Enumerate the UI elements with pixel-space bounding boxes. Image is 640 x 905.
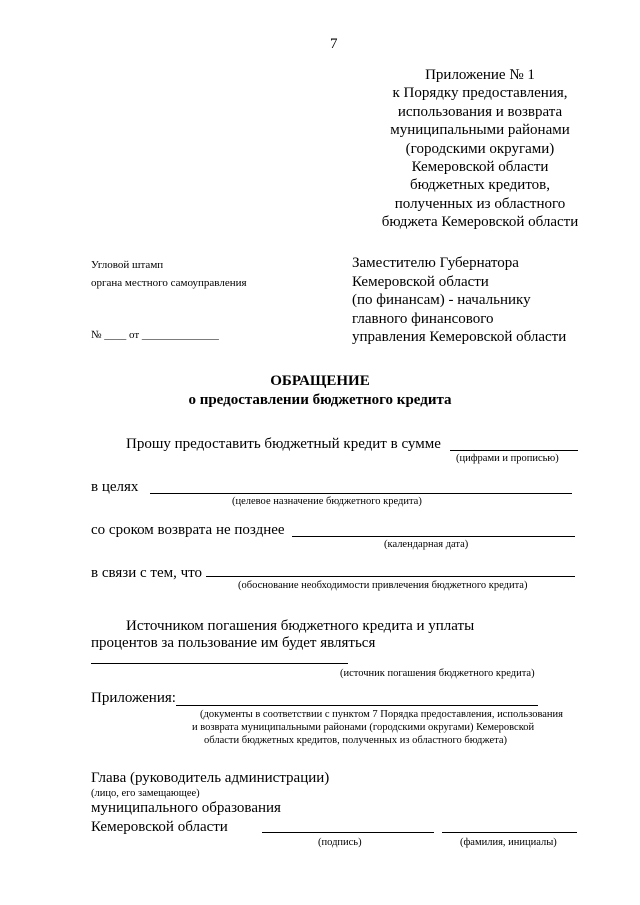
appendix-block [360, 66, 600, 232]
amount-field[interactable] [450, 450, 578, 451]
addressee-line: (по финансам) - начальнику [352, 292, 531, 309]
addressee-line: главного финансового [352, 310, 494, 327]
appendix-line: бюджета Кемеровской области [381, 214, 579, 231]
stamp-label: Угловой штамп [91, 259, 164, 271]
attachments-hint-line3: области бюджетных кредитов, полученных из областного бюджета) [204, 735, 508, 746]
signature-hint: (подпись) [318, 837, 362, 848]
addressee-block [352, 254, 566, 347]
appendix-line: Кемеровской области [411, 159, 549, 176]
head-label: Глава (руководитель администрации) [91, 770, 330, 786]
appendix-line: (городскими округами) [405, 140, 555, 157]
addressee-line: управления Кемеровской области [352, 329, 567, 346]
appendix-line: муниципальными районами [390, 122, 570, 139]
region-label: Кемеровской области [91, 819, 228, 835]
addressee-line: Заместителю Губернатора [352, 255, 519, 271]
document-number-field: № ____ от ______________ [91, 329, 219, 341]
name-hint: (фамилия, инициалы) [460, 837, 557, 848]
amount-hint: (цифрами и прописью) [456, 453, 559, 464]
addressee-line: Кемеровской области [352, 273, 489, 290]
stamp-org-label: органа местного самоуправления [91, 277, 247, 289]
term-field[interactable] [292, 536, 575, 537]
appendix-line: Приложение № 1 [425, 67, 535, 83]
deputy-label: (лицо, его замещающее) [91, 788, 200, 799]
name-field[interactable] [442, 832, 577, 833]
appendix-line: полученных из областного [394, 195, 566, 212]
attachments-hint-line2: и возврата муниципальными районами (городскими округами) Кемеровской [192, 722, 535, 733]
term-label: со сроком возврата не позднее [91, 522, 285, 538]
document-subtitle: о предоставлении бюджетного кредита [188, 392, 452, 408]
reason-hint: (обоснование необходимости привлечения бюджетного кредита) [238, 580, 528, 591]
source-hint: (источник погашения бюджетного кредита) [340, 668, 535, 679]
reason-field[interactable] [206, 576, 575, 577]
appendix-line: бюджетных кредитов, [409, 177, 551, 194]
purpose-label: в целях [91, 479, 139, 495]
page-number: 7 [330, 36, 338, 52]
attachments-field[interactable] [176, 705, 538, 706]
amount-label: Прошу предоставить бюджетный кредит в сумме [126, 436, 441, 452]
source-text-line1: Источником погашения бюджетного кредита и уплаты [126, 618, 475, 634]
reason-label: в связи с тем, что [91, 565, 202, 581]
purpose-hint: (целевое назначение бюджетного кредита) [232, 496, 422, 507]
term-hint: (календарная дата) [384, 539, 469, 550]
signature-field[interactable] [262, 832, 434, 833]
source-text-line2: процентов за пользование им будет являться [91, 635, 376, 651]
document-title: ОБРАЩЕНИЕ [270, 373, 370, 389]
appendix-line: использования и возврата [397, 103, 563, 120]
attachments-label: Приложения: [91, 690, 176, 706]
municipality-label: муниципального образования [91, 800, 281, 816]
source-field[interactable] [91, 663, 348, 664]
attachments-hint-line1: (документы в соответствии с пунктом 7 Порядка предоставления, использования [200, 709, 563, 720]
appendix-line: к Порядку предоставления, [392, 85, 568, 102]
purpose-field[interactable] [150, 493, 572, 494]
